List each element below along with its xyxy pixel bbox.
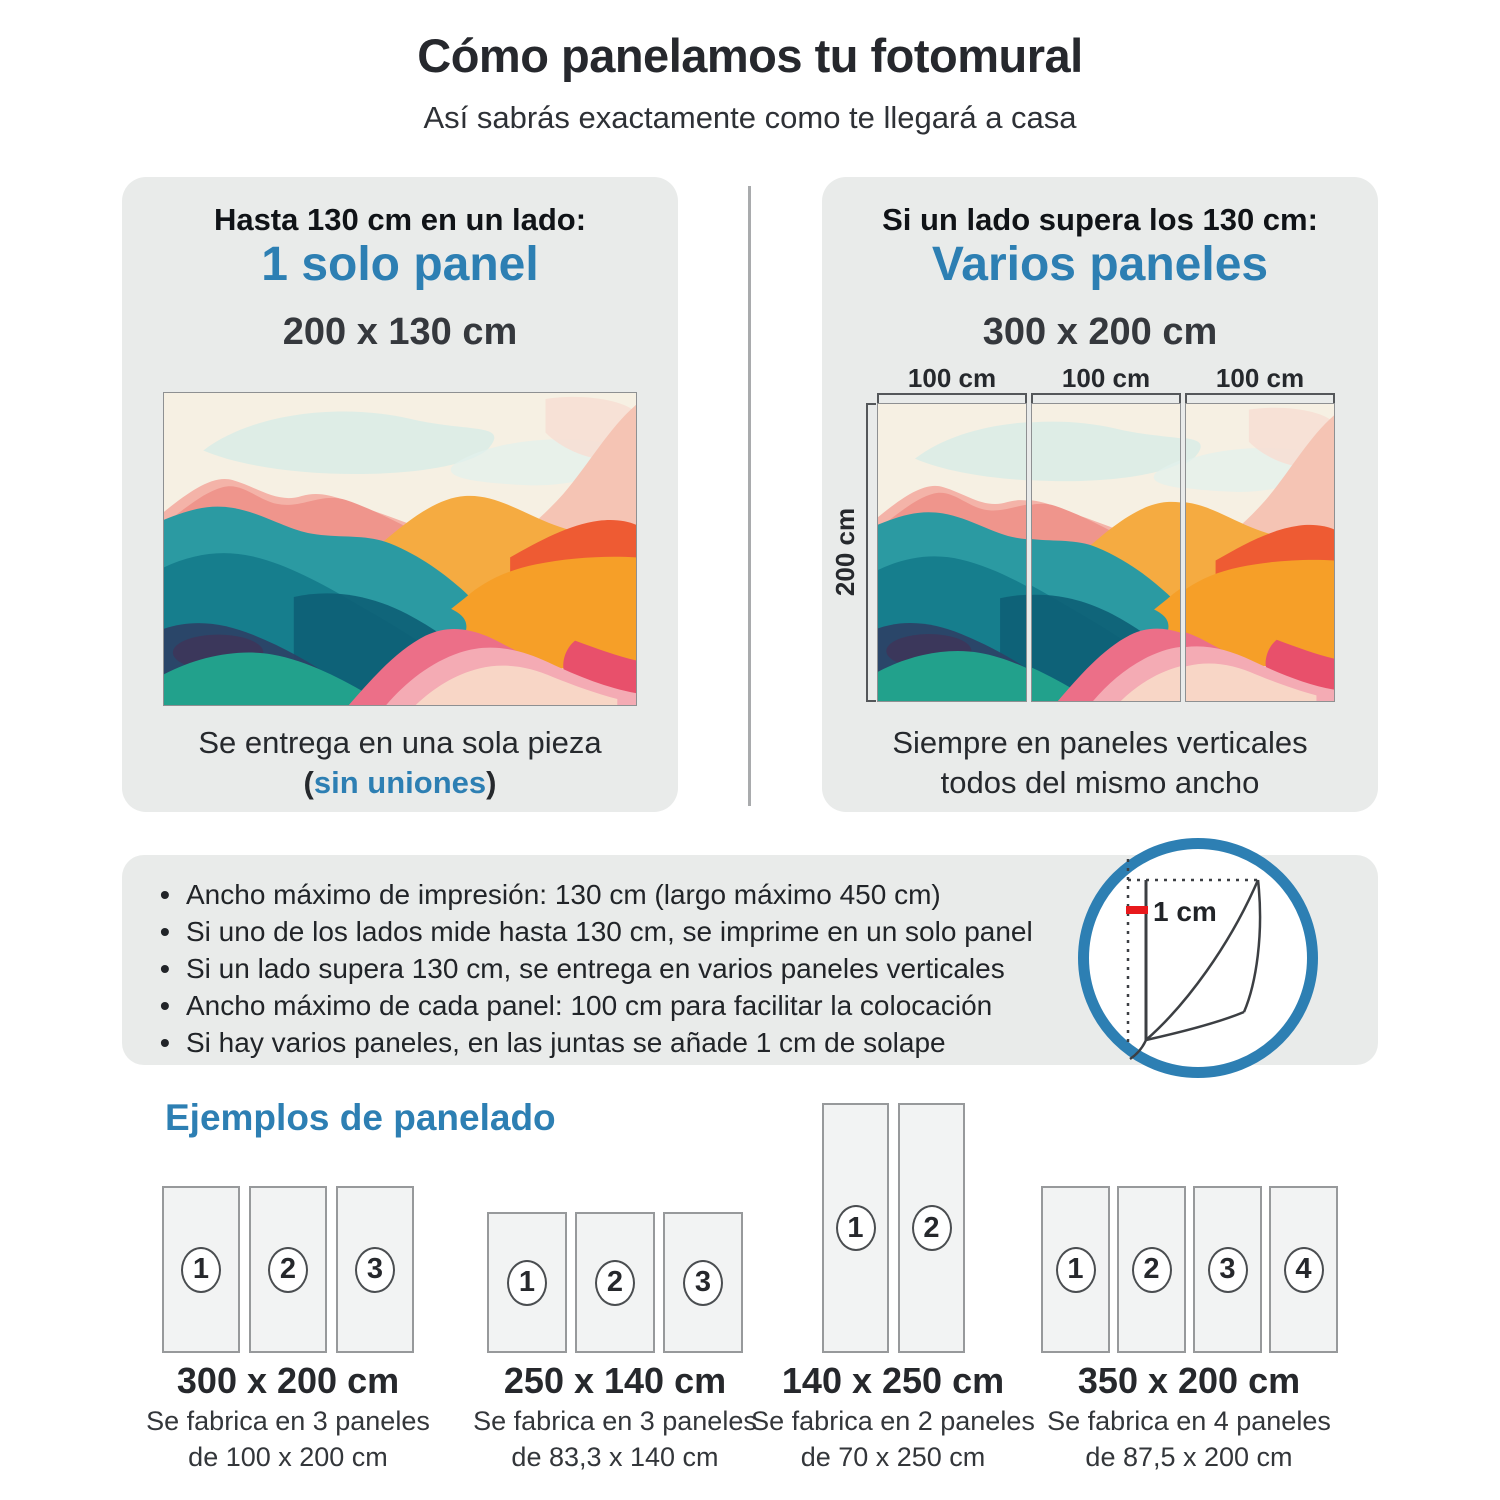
- example-desc: Se fabrica en 2 paneles: [751, 1406, 1035, 1436]
- rules-list: [158, 876, 1118, 1061]
- width-bracket: [1031, 393, 1181, 403]
- panel-number-badge: 1: [181, 1247, 221, 1293]
- panel-number-badge: 1: [1056, 1247, 1096, 1293]
- single-panel-condition: Hasta 130 cm en un lado:: [213, 202, 587, 237]
- example-desc: Se fabrica en 3 paneles: [473, 1406, 757, 1436]
- example-diagram-350x200: [1041, 1186, 1338, 1353]
- example-panel: [1117, 1186, 1186, 1353]
- example-panel: [249, 1186, 327, 1353]
- panel-width-label: 100 cm: [907, 363, 997, 393]
- example-panel: [575, 1212, 655, 1353]
- multi-panel-card: [822, 177, 1378, 812]
- single-panel-card: [122, 177, 678, 812]
- example-panel: [1193, 1186, 1262, 1353]
- multi-panel-footer-line1: Siempre en paneles verticales: [892, 725, 1308, 760]
- panel-number-badge: 3: [355, 1247, 395, 1293]
- multi-panel-highlight: Varios paneles: [931, 238, 1269, 291]
- page-subtitle: Así sabrás exactamente como te llegará a casa: [423, 100, 1077, 135]
- example-desc: Se fabrica en 3 paneles: [146, 1406, 430, 1436]
- footer-highlight: sin uniones: [313, 765, 487, 800]
- panel-number-badge: 3: [683, 1260, 723, 1306]
- example-size: 250 x 140 cm: [503, 1360, 727, 1401]
- overlap-icon: [1078, 838, 1318, 1078]
- example-desc: de 70 x 250 cm: [800, 1442, 986, 1472]
- width-bracket: [877, 393, 1027, 403]
- cards-divider: [748, 186, 751, 806]
- single-panel-footer-line2: [122, 765, 678, 801]
- panel-number-badge: 2: [595, 1260, 635, 1306]
- rule-item: • Ancho máximo de impresión: 130 cm (largo máximo 450 cm): [158, 876, 1118, 913]
- rule-item: • Si hay varios paneles, en las juntas se añade 1 cm de solape: [158, 1024, 1118, 1061]
- example-panel: [822, 1103, 889, 1353]
- example-diagram-140x250: [822, 1103, 965, 1353]
- single-panel-footer-line1: Se entrega en una sola pieza: [198, 725, 602, 760]
- panel-number-badge: 4: [1284, 1247, 1324, 1293]
- overlap-measure-label: 1 cm: [1153, 896, 1217, 927]
- example-size: 300 x 200 cm: [176, 1360, 400, 1401]
- panel-height-label: 200 cm: [830, 507, 860, 597]
- single-panel-size: 200 x 130 cm: [282, 311, 518, 353]
- example-size: 140 x 250 cm: [781, 1360, 1005, 1401]
- example-desc: de 87,5 x 200 cm: [1085, 1442, 1293, 1472]
- example-desc: Se fabrica en 4 paneles: [1047, 1406, 1331, 1436]
- mural-panel-slice-3: [1185, 403, 1335, 702]
- example-desc: de 83,3 x 140 cm: [511, 1442, 719, 1472]
- example-desc: de 100 x 200 cm: [188, 1442, 388, 1472]
- panel-number-badge: 1: [836, 1205, 876, 1251]
- panel-number-badge: 2: [268, 1247, 308, 1293]
- example-panel: [1041, 1186, 1110, 1353]
- width-bracket: [1185, 393, 1335, 403]
- example-diagram-300x200: [162, 1186, 414, 1353]
- page-title: Cómo panelamos tu fotomural: [417, 29, 1083, 82]
- mural-panel-slice-1: [877, 403, 1027, 702]
- multi-panel-size: 300 x 200 cm: [982, 311, 1218, 353]
- example-panel: [487, 1212, 567, 1353]
- height-bracket: [866, 403, 876, 702]
- rule-item: • Si uno de los lados mide hasta 130 cm, se imprime en un solo panel: [158, 913, 1118, 950]
- example-panel: [1269, 1186, 1338, 1353]
- mural-panel-slice-2: [1031, 403, 1181, 702]
- examples-heading: Ejemplos de panelado: [165, 1097, 556, 1138]
- single-panel-highlight: 1 solo panel: [261, 238, 539, 291]
- paren-open: (: [303, 765, 314, 800]
- rule-item: • Si un lado supera 130 cm, se entrega en varios paneles verticales: [158, 950, 1118, 987]
- example-size: 350 x 200 cm: [1077, 1360, 1301, 1401]
- panel-number-badge: 2: [912, 1205, 952, 1251]
- paren-close: ): [486, 765, 497, 800]
- mural-preview-image: [163, 392, 637, 706]
- example-panel: [898, 1103, 965, 1353]
- rule-item: • Ancho máximo de cada panel: 100 cm para facilitar la colocación: [158, 987, 1118, 1024]
- panel-number-badge: 3: [1208, 1247, 1248, 1293]
- example-panel: [663, 1212, 743, 1353]
- multi-panel-condition: Si un lado supera los 130 cm:: [882, 202, 1318, 237]
- panel-width-label: 100 cm: [1061, 363, 1151, 393]
- panel-width-label: 100 cm: [1215, 363, 1305, 393]
- multi-panel-footer-line2: todos del mismo ancho: [940, 765, 1260, 800]
- example-panel: [162, 1186, 240, 1353]
- panel-number-badge: 2: [1132, 1247, 1172, 1293]
- example-panel: [336, 1186, 414, 1353]
- panel-number-badge: 1: [507, 1260, 547, 1306]
- example-diagram-250x140: [487, 1212, 743, 1353]
